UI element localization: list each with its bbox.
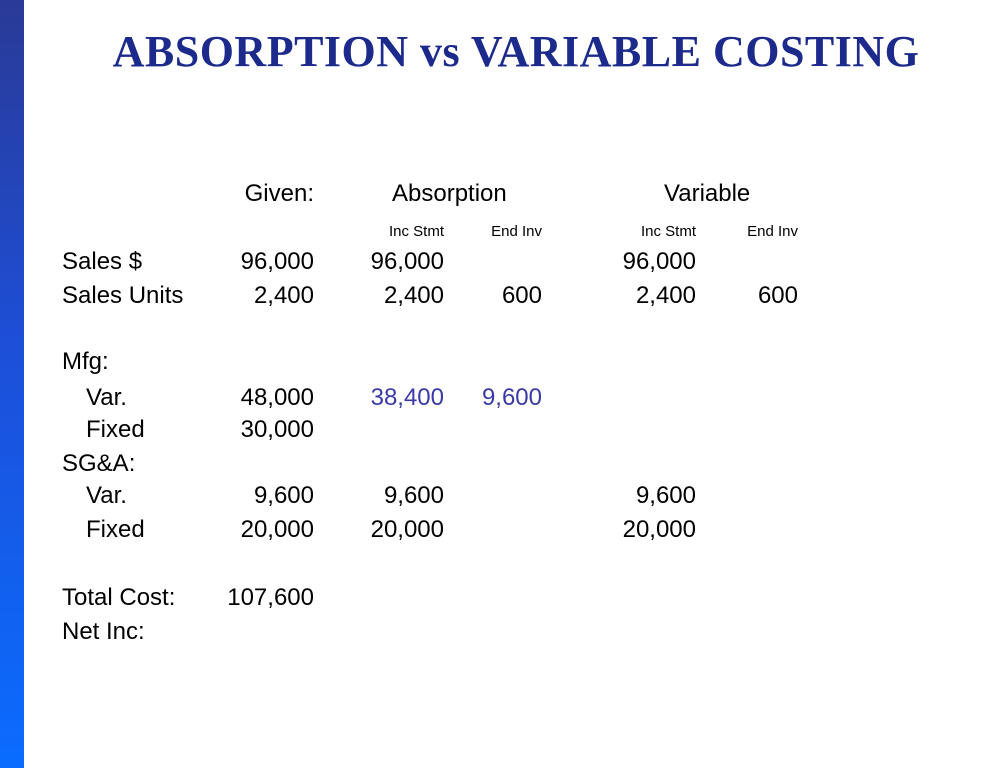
mfg-var-abs-inc: 38,400 bbox=[370, 384, 444, 411]
row-label-mfg-var: Var. bbox=[86, 384, 127, 411]
sga-fixed-given: 20,000 bbox=[240, 516, 314, 543]
row-label-sga: SG&A: bbox=[62, 450, 136, 477]
units-var-inv: 600 bbox=[757, 282, 798, 309]
sga-var-var-inc: 9,600 bbox=[635, 482, 696, 509]
units-abs-inc: 2,400 bbox=[383, 282, 444, 309]
subheader-var-end-inv: End Inv bbox=[747, 223, 798, 240]
sga-fixed-var-inc: 20,000 bbox=[622, 516, 696, 543]
subheader-abs-inc-stmt: Inc Stmt bbox=[388, 223, 444, 240]
header-variable: Variable bbox=[664, 180, 751, 207]
units-var-inc: 2,400 bbox=[635, 282, 696, 309]
total-cost-given: 107,600 bbox=[227, 584, 314, 611]
sales-var-inc: 96,000 bbox=[622, 248, 696, 275]
sales-given: 96,000 bbox=[240, 248, 314, 275]
row-label-mfg-fixed: Fixed bbox=[86, 416, 145, 443]
row-label-sales: Sales $ bbox=[62, 248, 143, 275]
units-abs-inv: 600 bbox=[501, 282, 542, 309]
side-accent-bar bbox=[0, 0, 24, 768]
sales-abs-inc: 96,000 bbox=[370, 248, 444, 275]
subheader-var-inc-stmt: Inc Stmt bbox=[640, 223, 696, 240]
header-given: Given: bbox=[244, 180, 314, 207]
header-absorption: Absorption bbox=[392, 180, 507, 207]
page-title: ABSORPTION vs VARIABLE COSTING bbox=[112, 27, 920, 76]
sga-fixed-abs-inc: 20,000 bbox=[370, 516, 444, 543]
mfg-fixed-given: 30,000 bbox=[240, 416, 314, 443]
row-label-sga-fixed: Fixed bbox=[86, 516, 145, 543]
mfg-var-abs-inv: 9,600 bbox=[481, 384, 542, 411]
row-label-sga-var: Var. bbox=[86, 482, 127, 509]
sga-var-given: 9,600 bbox=[253, 482, 314, 509]
row-label-units: Sales Units bbox=[62, 282, 184, 309]
row-label-net-inc: Net Inc: bbox=[62, 618, 145, 645]
row-label-total-cost: Total Cost: bbox=[62, 584, 176, 611]
subheader-abs-end-inv: End Inv bbox=[491, 223, 542, 240]
row-label-mfg: Mfg: bbox=[62, 348, 109, 375]
mfg-var-given: 48,000 bbox=[240, 384, 314, 411]
sga-var-abs-inc: 9,600 bbox=[383, 482, 444, 509]
units-given: 2,400 bbox=[253, 282, 314, 309]
